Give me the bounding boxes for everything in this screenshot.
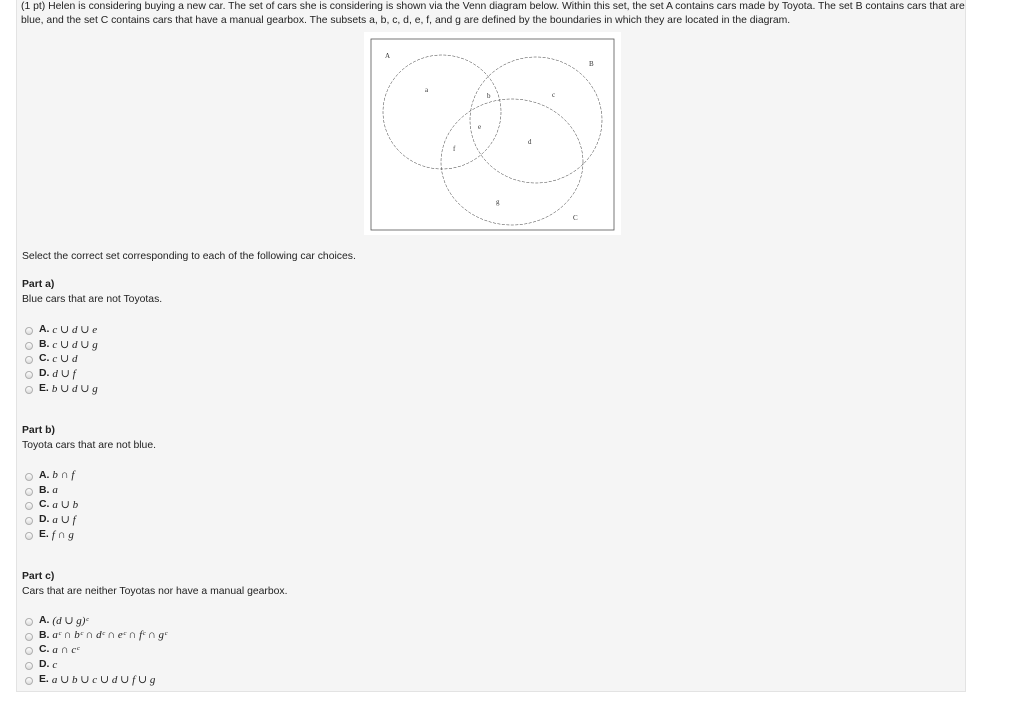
radio-button[interactable] xyxy=(25,633,33,641)
choice-expression: a ∩ cᶜ xyxy=(52,643,80,656)
part-b-choice-d[interactable] xyxy=(25,512,78,527)
label-region-e: e xyxy=(478,123,482,131)
part-c-choice-e[interactable] xyxy=(25,672,167,687)
label-set-B: B xyxy=(589,60,594,68)
instructions: Select the correct set corresponding to each of the following car choices. xyxy=(22,251,356,262)
part-a-choice-a[interactable] xyxy=(25,322,98,337)
choice-expression: aᶜ ∩ bᶜ ∩ dᶜ ∩ eᶜ ∩ fᶜ ∩ gᶜ xyxy=(52,629,167,642)
choice-expression: c ∪ d xyxy=(52,353,78,366)
radio-button[interactable] xyxy=(25,473,33,481)
part-a-choice-e[interactable] xyxy=(25,381,98,396)
choice-letter: D. xyxy=(39,368,50,380)
choice-letter: C. xyxy=(39,353,50,365)
choice-expression: a ∪ b xyxy=(52,499,79,512)
choice-expression: c ∪ d ∪ g xyxy=(52,338,98,351)
radio-button[interactable] xyxy=(25,677,33,685)
choice-expression: a ∪ f xyxy=(52,514,76,527)
radio-button[interactable] xyxy=(25,647,33,655)
label-region-f: f xyxy=(453,145,456,153)
part-b-choice-e[interactable] xyxy=(25,527,78,542)
radio-button[interactable] xyxy=(25,488,33,496)
part-a-choice-b[interactable] xyxy=(25,337,98,352)
choice-expression: c ∪ d ∪ e xyxy=(52,323,98,336)
label-set-A: A xyxy=(385,52,391,60)
part-b-choice-a[interactable] xyxy=(25,468,78,483)
choice-letter: B. xyxy=(39,338,50,350)
part-b-question: Toyota cars that are not blue. xyxy=(22,440,157,451)
radio-button[interactable] xyxy=(25,342,33,350)
choice-expression: a ∪ b ∪ c ∪ d ∪ f ∪ g xyxy=(51,674,156,687)
choice-letter: C. xyxy=(39,644,50,656)
part-c-choice-c[interactable] xyxy=(25,643,167,658)
choice-letter: E. xyxy=(39,383,49,395)
choice-expression: (d ∪ g)ᶜ xyxy=(52,614,89,627)
radio-button[interactable] xyxy=(25,371,33,379)
choice-letter: A. xyxy=(39,614,50,626)
radio-button[interactable] xyxy=(25,356,33,364)
venn-diagram xyxy=(364,32,621,235)
choice-expression: c xyxy=(52,658,58,671)
choice-letter: D. xyxy=(39,514,50,526)
choice-letter: D. xyxy=(39,659,50,671)
part-b-title: Part b) xyxy=(22,425,55,436)
part-c-title: Part c) xyxy=(22,571,55,582)
choice-letter: E. xyxy=(39,674,49,686)
label-region-b: b xyxy=(487,92,491,100)
choice-letter: C. xyxy=(39,499,50,511)
part-b-choice-b[interactable] xyxy=(25,483,78,498)
label-region-a: a xyxy=(425,86,429,94)
label-region-g: g xyxy=(496,198,500,206)
part-c-choices xyxy=(25,613,167,687)
choice-expression: b ∩ f xyxy=(52,469,75,482)
radio-button[interactable] xyxy=(25,662,33,670)
part-c-choice-a[interactable] xyxy=(25,613,167,628)
choice-letter: E. xyxy=(39,529,49,541)
choice-expression: d ∪ f xyxy=(52,368,76,381)
label-set-C: C xyxy=(573,214,578,222)
part-c-choice-d[interactable] xyxy=(25,657,167,672)
problem-statement: (1 pt) Helen is considering buying a new car. The set of cars she is considering is shown via the Venn diagram below. Within this set, the set A contains cars made by Toyota. The set B contains cars that are blue, and the set C contains cars that have a manual gearbox. The subsets a, b, c, d, e, f, and g are defined by the boundaries in which they are located in the diagram. xyxy=(21,1,965,26)
radio-button[interactable] xyxy=(25,618,33,626)
part-a-title: Part a) xyxy=(22,279,55,290)
part-b-choices xyxy=(25,468,78,542)
radio-button[interactable] xyxy=(25,517,33,525)
universal-set-border xyxy=(371,39,614,230)
radio-button[interactable] xyxy=(25,502,33,510)
part-a-choice-d[interactable] xyxy=(25,366,98,381)
part-a-choice-c[interactable] xyxy=(25,352,98,367)
radio-button[interactable] xyxy=(25,386,33,394)
choice-expression: f ∩ g xyxy=(51,528,74,541)
part-b-choice-c[interactable] xyxy=(25,498,78,513)
radio-button[interactable] xyxy=(25,327,33,335)
choice-letter: B. xyxy=(39,629,50,641)
choice-letter: B. xyxy=(39,484,50,496)
part-a-choices xyxy=(25,322,98,396)
part-c-question: Cars that are neither Toyotas nor have a manual gearbox. xyxy=(22,586,288,597)
choice-expression: b ∪ d ∪ g xyxy=(51,383,98,396)
choice-letter: A. xyxy=(39,469,50,481)
venn-svg xyxy=(364,32,621,235)
label-region-c: c xyxy=(552,91,556,99)
part-c-choice-b[interactable] xyxy=(25,628,167,643)
label-region-d: d xyxy=(528,138,532,146)
choice-expression: a xyxy=(52,484,58,497)
part-a-question: Blue cars that are not Toyotas. xyxy=(22,294,163,305)
choice-letter: A. xyxy=(39,323,50,335)
radio-button[interactable] xyxy=(25,532,33,540)
